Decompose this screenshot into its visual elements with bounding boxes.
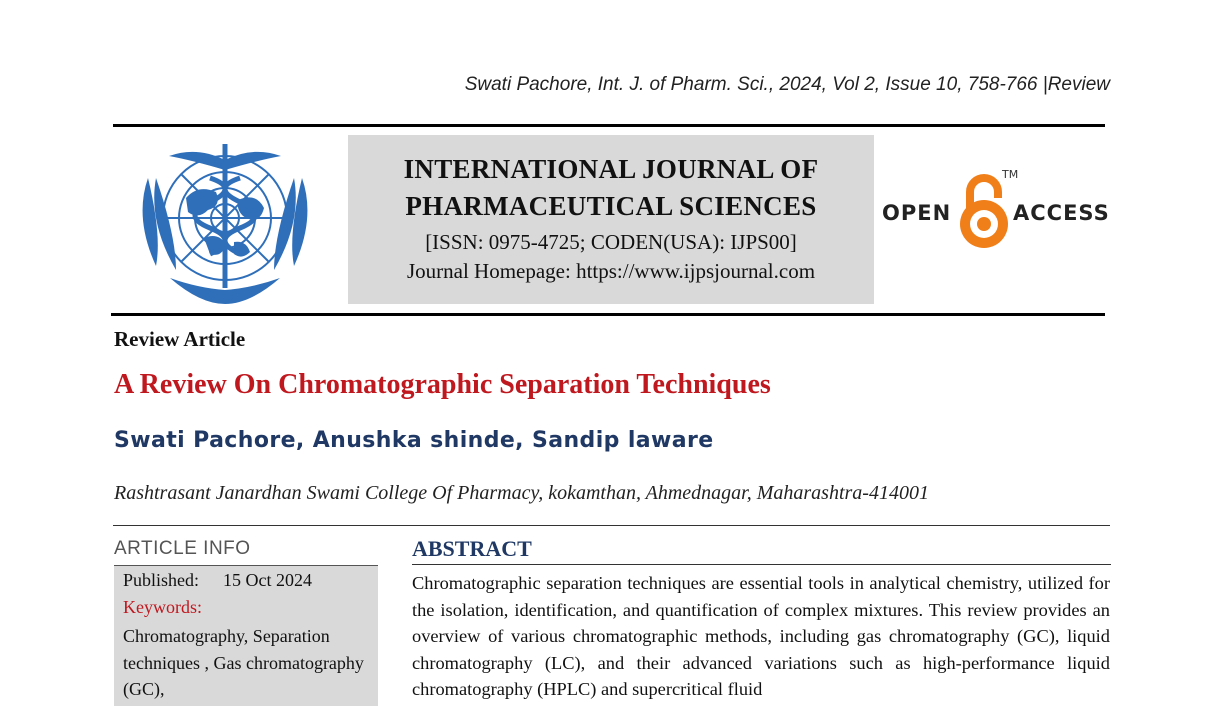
journal-name-line1: INTERNATIONAL JOURNAL OF bbox=[403, 154, 819, 184]
published-date bbox=[123, 570, 312, 591]
abstract-heading: ABSTRACT bbox=[412, 536, 532, 561]
journal-masthead bbox=[348, 135, 874, 304]
keywords-label: Keywords: bbox=[123, 597, 202, 617]
article-type: Review Article bbox=[114, 327, 246, 351]
journal-name-line2: PHARMACEUTICAL SCIENCES bbox=[405, 191, 817, 221]
open-access-logo bbox=[880, 168, 1108, 252]
abstract-rule bbox=[412, 564, 1111, 565]
open-word: OPEN bbox=[882, 201, 952, 225]
published-value: 15 Oct 2024 bbox=[223, 570, 312, 590]
keywords-text: Chromatography, Separation techniques , Gas chromatography (GC), bbox=[123, 626, 364, 699]
article-title: A Review On Chromatographic Separation Techniques bbox=[114, 369, 771, 400]
author-list: Swati Pachore, Anushka shinde, Sandip laware bbox=[114, 428, 714, 453]
published-label: Published: bbox=[123, 570, 200, 590]
abstract-text: Chromatographic separation techniques are essential tools in analytical chemistry, utilized for the isolation, identification, and quantification of complex mixtures. This review provides an overview of various chromatographic methods, including gas chromatography (GC), liquid chromatography (LC), and their advanced variations such as high-performance liquid chromatography (HPLC) and supercritical fluid bbox=[412, 573, 1110, 699]
author-affiliation: Rashtrasant Janardhan Swami College Of Pharmacy, kokamthan, Ahmednagar, Maharashtra-414001 bbox=[114, 482, 929, 504]
access-word: ACCESS bbox=[1013, 201, 1110, 225]
section-divider bbox=[113, 525, 1110, 526]
journal-name bbox=[348, 151, 874, 225]
running-head: Swati Pachore, Int. J. of Pharm. Sci., 2024, Vol 2, Issue 10, 758-766 |Review bbox=[464, 74, 1110, 95]
article-info-panel bbox=[114, 565, 378, 706]
journal-homepage: Journal Homepage: https://www.ijpsjournal.com bbox=[406, 259, 816, 283]
caduceus-globe-emblem-icon bbox=[126, 138, 324, 306]
top-rule bbox=[113, 124, 1105, 127]
journal-issn: [ISSN: 0975-4725; CODEN(USA): IJPS00] bbox=[425, 230, 797, 254]
trademark-mark: TM bbox=[1002, 168, 1019, 181]
article-info-heading: ARTICLE INFO bbox=[114, 538, 251, 559]
masthead-bottom-rule bbox=[111, 313, 1105, 316]
